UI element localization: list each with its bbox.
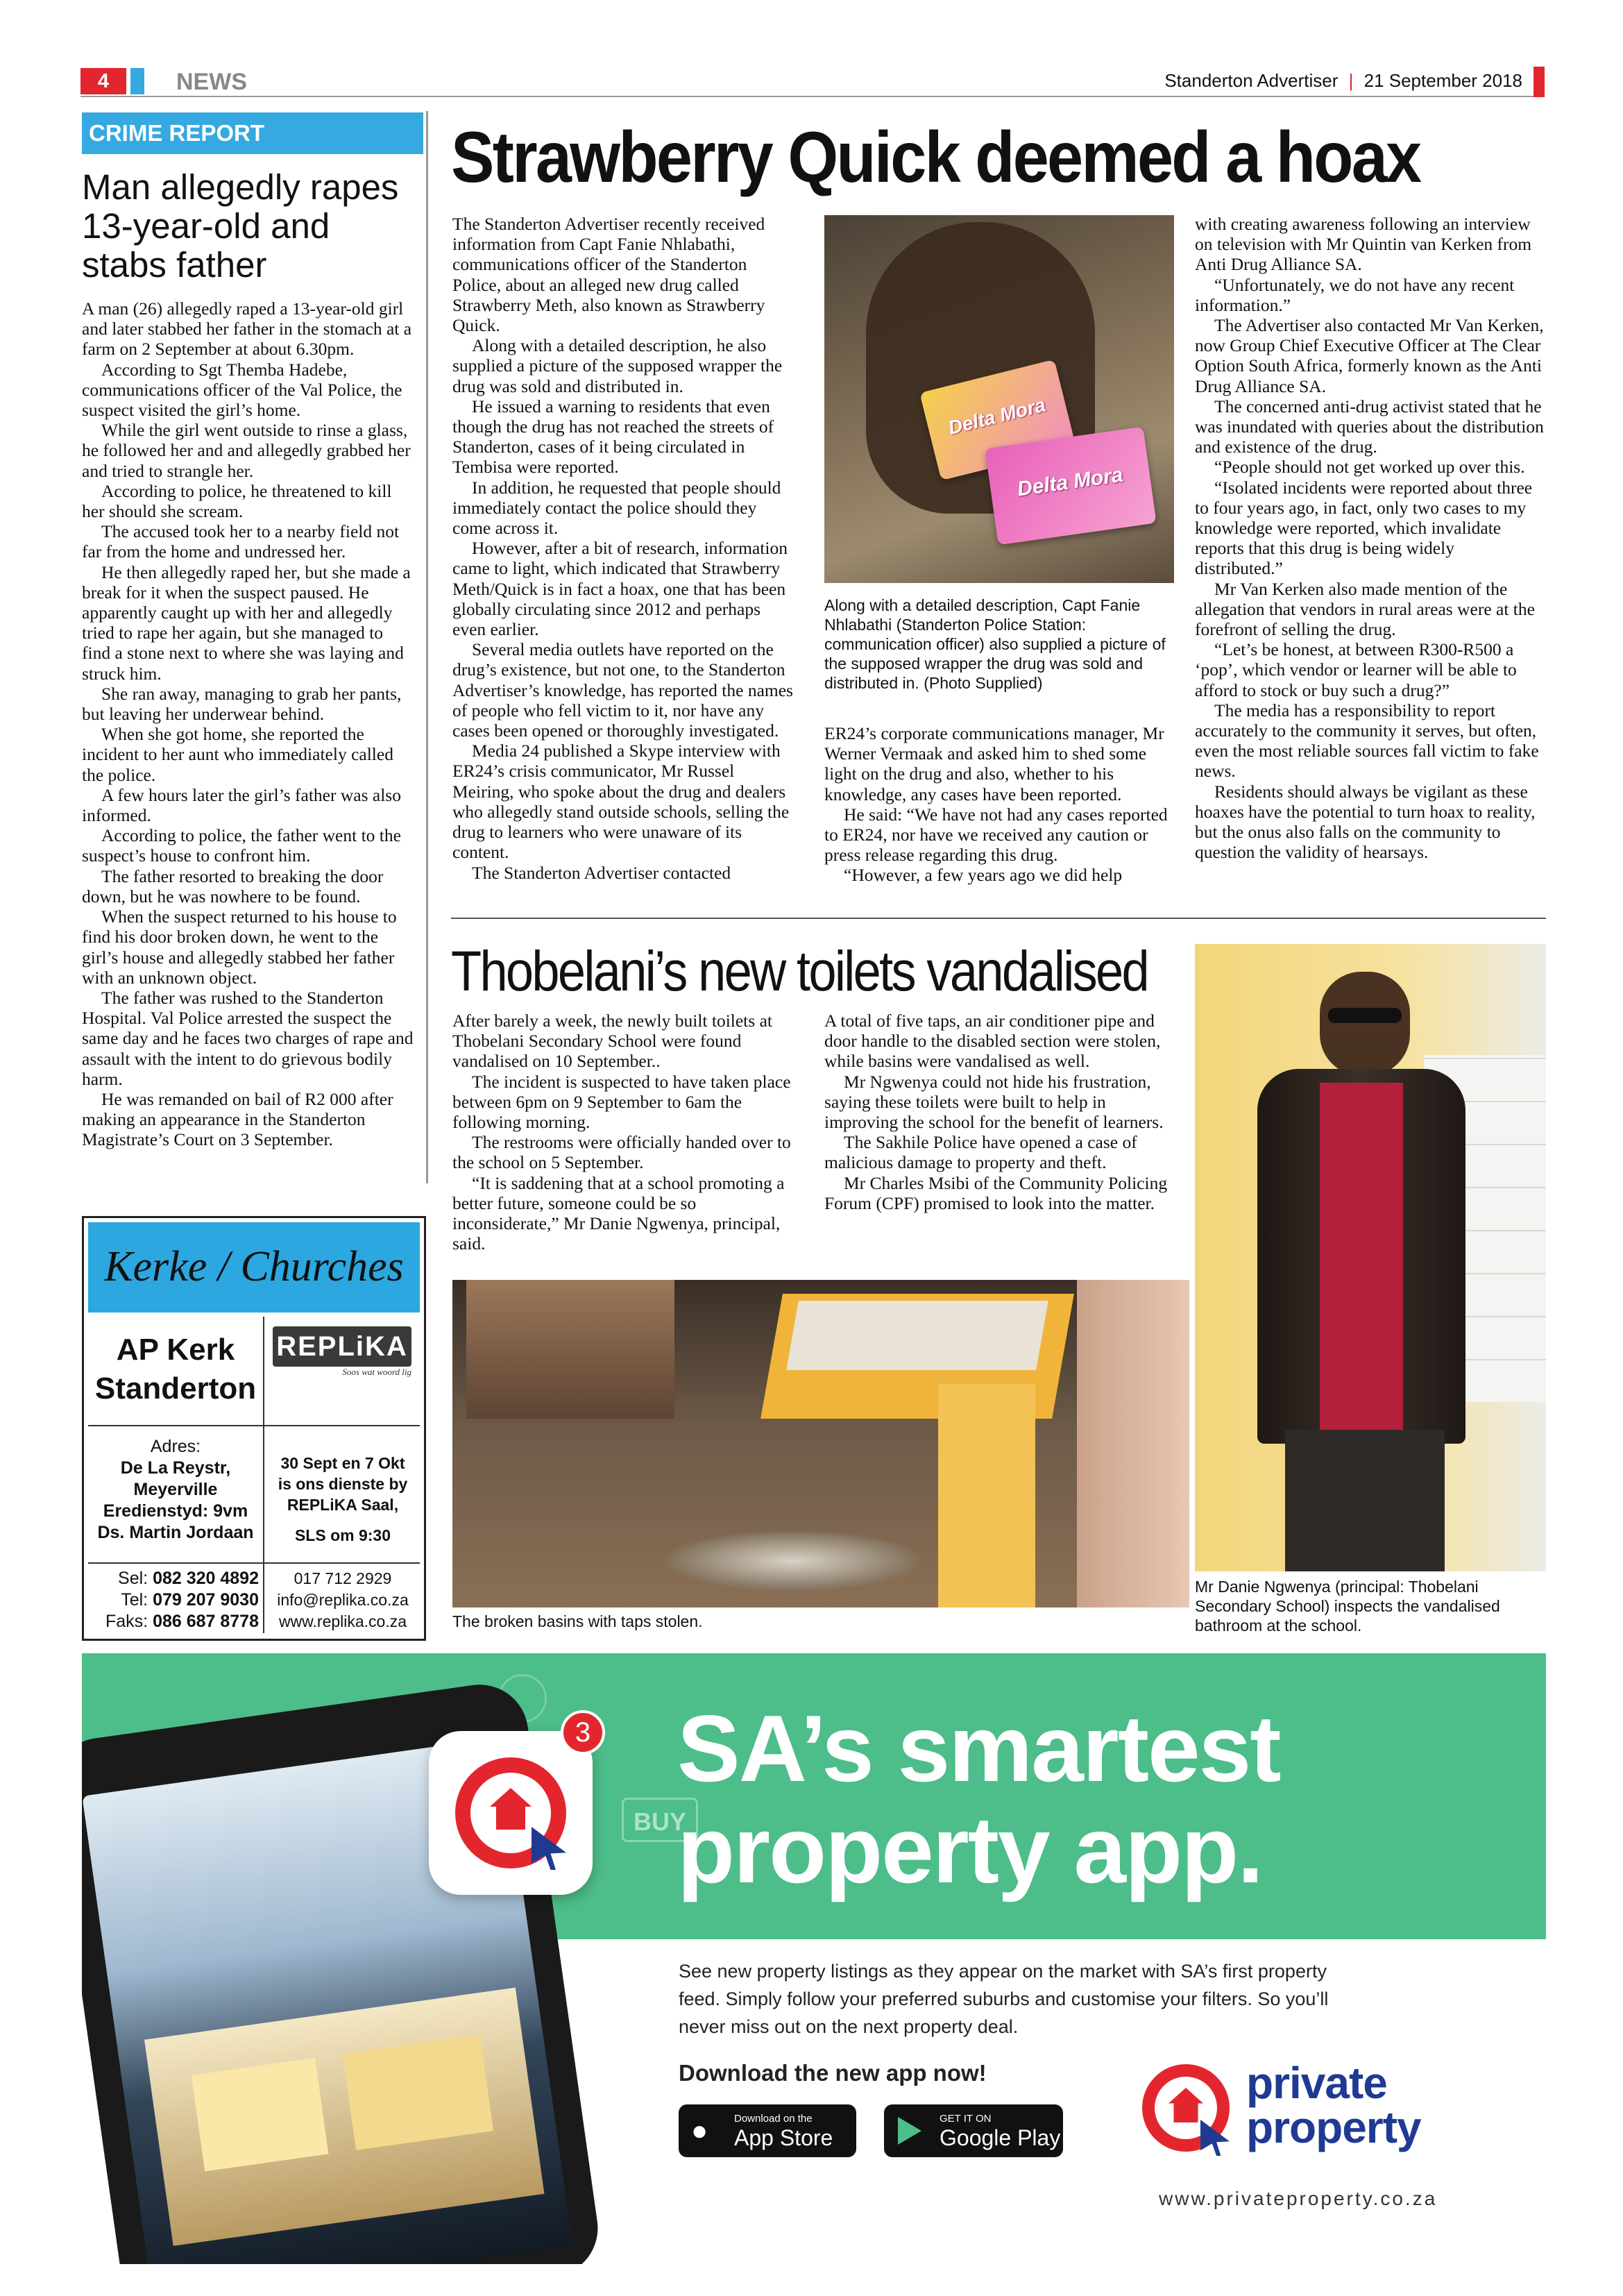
floor-debris [661, 1530, 924, 1592]
toilets-col1-paragraph: The incident is suspected to have taken place between 6pm on 9 September to 6am the following morning. [452, 1071, 791, 1133]
toilets-col1-paragraph: “It is saddening that at a school promoting a better future, someone could be so inconsiderate,” Mr Danie Ngwenya, principal, said. [452, 1172, 785, 1254]
tel-number: 079 207 9030 [153, 1590, 259, 1610]
crime-paragraph: According to police, he threatened to kill her should she scream. [82, 480, 392, 522]
replika-contacts [266, 1568, 420, 1632]
toilets-col1-paragraph: The restrooms were officially handed over to the school on 5 September. [452, 1132, 791, 1173]
church-divider [263, 1317, 264, 1633]
wrapper-2-label: Delta Mora [1015, 463, 1125, 501]
hoax-col1-paragraph: He issued a warning to residents that even though the drug has not reached the streets of Standerton, cases of it being circulated in Tembisa were reported. [452, 396, 774, 478]
wrapper-1-label: Delta Mora [946, 394, 1048, 439]
sel-number: 082 320 4892 [153, 1569, 259, 1588]
church-name [88, 1331, 263, 1408]
notice-line-3: REPLiKA Saal, [287, 1496, 399, 1514]
crime-paragraph: The accused took her to a nearby field not far from the home and undressed her. [82, 521, 400, 562]
toilets-col2-paragraph: Mr Ngwenya could not hide his frustration, saying these toilets were built to help in improving the school for the benefit of learners. [824, 1071, 1164, 1133]
hoax-col3-paragraph: “People should not get worked up over this. [1214, 457, 1525, 478]
hoax-col3-paragraph: The concerned anti-drug activist stated that he was inundated with queries about the distribution and existence of the drug. [1195, 396, 1544, 457]
drug-photo-caption: Along with a detailed description, Capt Fanie Nhlabathi (Standerton Police Station: communication officer) also supplied a picture of the supposed wrapper the drug was sold and distributed in. (Photo Supplied) [824, 596, 1166, 692]
church-name-line-2: Standerton [94, 1371, 257, 1406]
toilets-col2-paragraph: Mr Charles Msibi of the Community Policing Forum (CPF) promised to look into the matter. [824, 1172, 1168, 1213]
hoax-col2-paragraph: He said: “We have not had any cases reported to ER24, nor have we received any caution or press release regarding this drug. [824, 804, 1168, 866]
publication-name: Standerton Advertiser [1164, 70, 1339, 91]
broken-basins-photo [452, 1280, 1189, 1607]
church-name-line-1: AP Kerk [116, 1333, 235, 1367]
google-play-small: GET IT ON [940, 2113, 992, 2125]
hoax-col3-paragraph: “Let’s be honest, at between R300-R500 a ‘pop’, which vendor or learner will be able to afford to stock or buy such a drug?” [1195, 639, 1517, 700]
hoax-col3-paragraph: with creating awareness following an interview on television with Mr Quintin van Kerken from Anti Drug Alliance SA. [1195, 214, 1532, 275]
hoax-bottom-rule [451, 918, 1546, 919]
churches-title-bar [88, 1222, 420, 1312]
page-number: 4 [97, 70, 110, 92]
app-icon [429, 1731, 593, 1895]
crime-paragraph: He was remanded on bail of R2 000 after making an appearance in the Standerton Magistrate’s Court on 3 September. [82, 1088, 393, 1150]
tel-line: Tel: 079 207 9030 [121, 1590, 259, 1610]
app-store-label: App Store [734, 2125, 833, 2150]
crime-paragraph: When the suspect returned to his house to find his door broken down, he went to the girl’s house and allegedly stabbed her father with an unknown object. [82, 906, 397, 988]
crime-paragraph: She ran away, managing to grab her pants, but leaving her underwear behind. [82, 683, 402, 725]
hoax-col1-paragraph: Several media outlets have reported on the drug’s existence, but not one, to the Standerton Advertiser’s knowledge, has reported the names of people who fell victim to it, nor have any cases been opened or thoroughly investigated. [452, 639, 793, 741]
apple-icon: ● [691, 2116, 708, 2146]
google-play-button[interactable] [884, 2104, 1063, 2157]
man-shirt [1320, 1083, 1403, 1430]
crime-paragraph: A few hours later the girl’s father was also informed. [82, 784, 401, 826]
crime-story [82, 298, 414, 1150]
crime-paragraph: The father was rushed to the Standerton Hospital. Val Police arrested the suspect the same day and he faces two charges of rape and assault with the intent to do grievous bodily harm. [82, 987, 414, 1089]
ad-body-text: See new property listings as they appear on the market with SA’s first property feed. Simply follow your preferred suburbs and customise your filters. So you’ll never miss out on the next property deal. [679, 1961, 1329, 2037]
church-row-divider-2 [88, 1562, 420, 1564]
private-property-logo [1142, 2059, 1531, 2163]
replika-notice [266, 1453, 420, 1546]
churches-title: Kerke / Churches [104, 1243, 404, 1290]
hoax-col3-paragraph: Residents should always be vigilant as these hoaxes have the potential to turn hoax to reality, but the onus also falls on the community to question the validity of hearsays. [1195, 781, 1536, 863]
logo-word-2: property [1246, 2102, 1421, 2152]
crime-paragraph: He then allegedly raped her, but she made a break for it when the suspect paused. He apparently caught up with her and allegedly tried to rape her again, but she managed to find a stone next to where she was laying and struck him. [82, 562, 411, 684]
basin-pillar [938, 1384, 1035, 1607]
hoax-headline: Strawberry Quick deemed a hoax [451, 117, 1420, 198]
hoax-col1-paragraph: The Standerton Advertiser recently received information from Capt Fanie Nhlabathi, communications officer of the Standerton Police, about an alleged new drug called Strawberry Meth, also known as Strawberry Quick. [452, 214, 765, 336]
house-window-2 [343, 2034, 494, 2150]
hoax-col3-paragraph: Mr Van Kerken also made mention of the allegation that vendors in rural areas were at the forefront of selling the drug. [1195, 578, 1535, 640]
crime-report-tag: CRIME REPORT [82, 112, 423, 154]
replika-email: info@replika.co.za [277, 1591, 409, 1609]
toilets-column-1 [452, 1011, 798, 1253]
ad-headline-line-2: property app. [677, 1797, 1262, 1902]
basins-caption: The broken basins with taps stolen. [452, 1612, 703, 1630]
churches-grid [88, 1317, 420, 1633]
principal-caption: Mr Danie Ngwenya (principal: Thobelani Secondary School) inspects the vandalised bathroom at the school. [1195, 1578, 1500, 1635]
header-red-tab [1533, 67, 1545, 97]
minister-name: Ds. Martin Jordaan [97, 1523, 254, 1542]
basin-counter-top [786, 1301, 1048, 1370]
replika-logo-tagline: Soos wat woord lig [342, 1367, 411, 1377]
toilets-column-2 [824, 1011, 1174, 1213]
address-line-1: De La Reystr, [120, 1458, 231, 1478]
churches-box [82, 1216, 426, 1641]
crime-headline: Man allegedly rapes 13-year-old and stabs father [82, 167, 399, 285]
hoax-col3-paragraph: The Advertiser also contacted Mr Van Kerken, now Group Chief Executive Officer at The Clear Option South Africa, formerly known as the Anti Drug Alliance SA. [1195, 315, 1544, 396]
hoax-col1-paragraph: Along with a detailed description, he also supplied a picture of the supposed wrapper the drug was sold and distributed in. [452, 335, 783, 396]
issue-date: 21 September 2018 [1363, 70, 1522, 91]
play-icon [898, 2117, 921, 2145]
notification-badge: 3 [561, 1710, 605, 1755]
side-wall [1077, 1280, 1189, 1607]
crime-paragraph: According to Sgt Themba Hadebe, communications officer of the Val Police, the suspect visited the girl’s home. [82, 359, 402, 421]
masthead-info: Standerton Advertiser | 21 September 2018 [1164, 70, 1522, 91]
hoax-col3-paragraph: “Isolated incidents were reported about three to four years ago, in fact, only two cases to my knowledge were reported, which invalidate reports that this drug is being widely distributed.” [1195, 477, 1533, 579]
church-contacts [88, 1568, 263, 1632]
house-window [192, 2058, 329, 2172]
window-light [466, 1280, 674, 1419]
hoax-col2-paragraph: “However, a few years ago we did help [844, 865, 1123, 886]
logo-word-1: private [1246, 2058, 1387, 2108]
crime-paragraph: While the girl went outside to rinse a glass, he followed her and and allegedly grabbed her and tried to strangle her. [82, 420, 411, 481]
page-header [80, 67, 1545, 97]
fax-number: 086 687 8778 [153, 1612, 259, 1631]
address-label: Adres: [150, 1437, 201, 1456]
toilets-headline: Thobelani’s new toilets vandalised [451, 940, 1148, 1003]
hoax-col1-paragraph: Media 24 published a Skype interview with ER24’s crisis communicator, Mr Russel Meiring, who spoke about the drug and dealers who allegedly stand outside schools, selling the drug to learners who were unaware of its content. [452, 741, 790, 863]
replika-logo-text: REPLiKA [273, 1326, 411, 1367]
replika-website: www.replika.co.za [278, 1612, 407, 1630]
man-trousers [1285, 1430, 1445, 1571]
man-head [1320, 972, 1410, 1076]
hoax-column-2 [824, 723, 1174, 886]
replika-logo [273, 1326, 411, 1382]
hoax-column-3 [1195, 214, 1545, 863]
hoax-column-1 [452, 214, 798, 883]
app-store-small: Download on the [734, 2113, 813, 2125]
toilets-col2-paragraph: A total of five taps, an air conditioner pipe and door handle to the disabled section were stolen, while basins were vandalised as well. [824, 1011, 1161, 1072]
notice-line-1: 30 Sept en 7 Okt [280, 1454, 405, 1472]
ad-website[interactable]: www.privateproperty.co.za [1159, 2188, 1438, 2209]
toilets-col1-paragraph: After barely a week, the newly built toilets at Thobelani Secondary School were found vandalised on 10 September.. [452, 1011, 772, 1072]
hoax-col2-paragraph: ER24’s corporate communications manager, Mr Werner Vermaak and asked him to shed some light on the drug and also, whether to his knowledge, any cases have been reported. [824, 723, 1164, 804]
section-marker [130, 68, 144, 94]
property-ad [82, 1653, 1546, 2264]
ad-headline-line-1: SA’s smartest [677, 1696, 1280, 1801]
hoax-col1-paragraph: However, after a bit of research, information came to light, which indicated that Strawberry Meth/Quick is in fact a hoax, one that has been globally circulating since 2012 and perhaps even earlier. [452, 538, 788, 640]
hoax-col3-paragraph: The media has a responsibility to report accurately to the community it serves, but often, even the most reliable sources fall victim to fake news. [1195, 700, 1539, 782]
app-store-button[interactable] [679, 2104, 856, 2157]
section-label: NEWS [176, 69, 247, 95]
crime-paragraph: When she got home, she reported the incident to her aunt who immediately called the police. [82, 724, 393, 785]
ad-cta: Download the new app now! [679, 2060, 987, 2086]
crime-paragraph: According to police, the father went to the suspect’s house to confront him. [82, 825, 401, 866]
ad-buy-sign: BUY [622, 1798, 698, 1842]
drug-wrapper-photo [824, 215, 1174, 583]
header-rule [80, 96, 1545, 97]
toilets-col2-paragraph: The Sakhile Police have opened a case of malicious damage to property and theft. [824, 1132, 1137, 1173]
crime-paragraph: The father resorted to breaking the door down, but he was nowhere to be found. [82, 866, 384, 906]
church-row-divider-1 [88, 1425, 420, 1426]
address-line-2: Meyerville [133, 1480, 218, 1499]
church-address [88, 1436, 263, 1544]
sel-line: Sel: 082 320 4892 [118, 1569, 259, 1588]
man-sunglasses [1328, 1008, 1402, 1023]
principal-photo [1195, 944, 1546, 1571]
google-play-label: Google Play [940, 2125, 1061, 2150]
crime-column-rule [426, 111, 428, 1183]
notice-line-4: SLS om 9:30 [294, 1526, 391, 1544]
hoax-col1-paragraph: The Standerton Advertiser contacted [472, 862, 731, 883]
page-number-box [80, 68, 126, 94]
notice-line-2: is ons dienste by [278, 1475, 408, 1493]
fax-line: Faks: 086 687 8778 [105, 1612, 259, 1631]
replika-phone: 017 712 2929 [294, 1569, 392, 1587]
crime-paragraph: A man (26) allegedly raped a 13-year-old girl and later stabbed her father in the stomach at a farm on 2 September at about 6.30pm. [82, 298, 412, 360]
service-time: Eredienstyd: 9vm [103, 1501, 248, 1521]
hoax-col1-paragraph: In addition, he requested that people should immediately contact the police should they come across it. [452, 477, 781, 539]
hoax-col3-paragraph: “Unfortunately, we do not have any recent information.” [1195, 274, 1515, 315]
